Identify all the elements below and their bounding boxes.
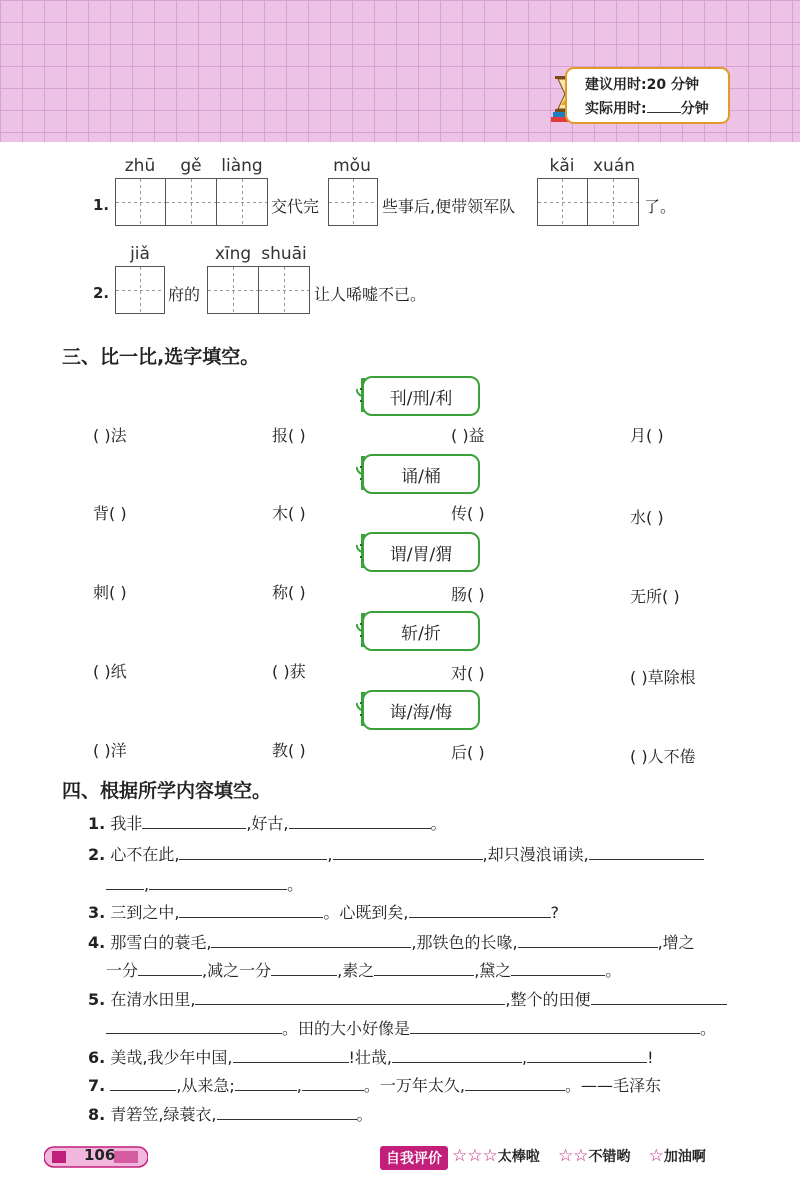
choice-box: 诲/海/悔 <box>362 690 480 730</box>
fill-item[interactable]: ( )草除根 <box>630 668 696 687</box>
line-text: ? <box>550 903 559 922</box>
rating-good-label: 不错哟 <box>588 1149 631 1165</box>
rating-great-label: 太棒啦 <box>497 1149 540 1165</box>
answer-blank[interactable] <box>527 1048 647 1063</box>
fill-item[interactable]: ( )法 <box>93 426 127 445</box>
line-text: ,好古, <box>246 814 289 833</box>
fill-line-4-cont <box>106 958 621 981</box>
question-number: 1. <box>88 814 106 833</box>
answer-blank[interactable] <box>149 875 287 890</box>
star-icon[interactable]: ☆ <box>557 1146 574 1166</box>
fill-item[interactable]: ( )洋 <box>93 741 127 760</box>
actual-time-line <box>585 98 709 118</box>
question-number: 4. <box>88 933 106 952</box>
question-text: 交代完 <box>271 197 320 216</box>
answer-blank[interactable] <box>410 1019 700 1034</box>
answer-blank[interactable] <box>142 814 246 829</box>
question-number: 2. <box>93 284 110 302</box>
answer-blank[interactable] <box>518 933 658 948</box>
character-box[interactable] <box>328 178 378 226</box>
star-icon[interactable]: ☆ <box>467 1146 483 1166</box>
answer-blank[interactable] <box>289 814 431 829</box>
fill-item[interactable]: ( )人不倦 <box>630 747 696 766</box>
answer-blank[interactable] <box>138 961 202 976</box>
question-text: 些事后,便带领军队 <box>382 197 516 216</box>
section-4-title: 四、根据所学内容填空。 <box>62 780 272 802</box>
section-3-title: 三、比一比,选字填空。 <box>62 346 260 368</box>
fill-item[interactable]: 传( ) <box>451 504 485 523</box>
question-number: 8. <box>88 1105 106 1124</box>
self-eval-ratings <box>452 1146 706 1166</box>
answer-blank[interactable] <box>211 933 411 948</box>
fill-item[interactable]: 无所( ) <box>630 587 680 606</box>
line-text: 。 <box>430 814 447 833</box>
fill-item[interactable]: 月( ) <box>630 426 664 445</box>
fill-line-5-cont <box>106 1016 716 1039</box>
fill-line-2-cont <box>106 872 303 895</box>
question-number: 7. <box>88 1076 106 1095</box>
fill-line-4 <box>88 930 695 953</box>
line-text: 。 <box>287 875 304 894</box>
star-icon[interactable]: ☆ <box>573 1146 589 1166</box>
fill-item[interactable]: 后( ) <box>451 743 485 762</box>
answer-blank[interactable] <box>374 961 474 976</box>
answer-blank[interactable] <box>271 961 337 976</box>
choice-box: 诵/桶 <box>362 454 480 494</box>
question-text: 让人唏嘘不已。 <box>314 285 427 304</box>
line-text: 三到之中, <box>110 903 180 922</box>
line-text: 一分 <box>106 961 139 980</box>
choice-box: 谓/胃/猬 <box>362 532 480 572</box>
answer-blank[interactable] <box>106 1019 282 1034</box>
fill-item[interactable]: 报( ) <box>272 426 306 445</box>
fill-line-8 <box>88 1102 373 1125</box>
line-text: 。 <box>356 1105 373 1124</box>
answer-blank[interactable] <box>392 1048 522 1063</box>
answer-blank[interactable] <box>591 990 727 1005</box>
fill-item[interactable]: 刺( ) <box>93 583 127 602</box>
pinyin-label: kǎi <box>549 156 575 176</box>
actual-time-label: 实际用时: <box>585 101 647 117</box>
time-box <box>565 67 730 124</box>
fill-item[interactable]: 肠( ) <box>451 585 485 604</box>
fill-item[interactable]: 对( ) <box>451 664 485 683</box>
answer-blank[interactable] <box>110 1076 176 1091</box>
character-box[interactable] <box>537 178 588 226</box>
line-text: 。——毛泽东 <box>564 1076 661 1095</box>
character-box[interactable] <box>115 266 165 314</box>
pinyin-label: liàng <box>221 156 263 176</box>
line-text: !壮哉, <box>348 1048 393 1067</box>
question-number: 6. <box>88 1048 106 1067</box>
fill-item[interactable]: ( )纸 <box>93 662 127 681</box>
star-icon[interactable]: ☆ <box>482 1146 498 1166</box>
fill-item[interactable]: 木( ) <box>272 504 306 523</box>
pinyin-label: xuán <box>592 156 636 176</box>
line-text: 那雪白的蓑毛, <box>110 933 212 952</box>
answer-blank[interactable] <box>217 1105 357 1120</box>
pinyin-label: shuāi <box>261 244 307 264</box>
line-text: 青箬笠,绿蓑衣, <box>110 1105 217 1124</box>
line-text: ! <box>647 1048 654 1067</box>
star-icon[interactable]: ☆ <box>452 1146 468 1166</box>
line-text: 美哉,我少年中国, <box>110 1048 233 1067</box>
question-number: 5. <box>88 990 106 1009</box>
fill-item[interactable]: 称( ) <box>272 583 306 602</box>
actual-time-unit: 分钟 <box>680 101 709 117</box>
answer-blank[interactable] <box>511 961 605 976</box>
question-number: 3. <box>88 903 106 922</box>
character-box[interactable] <box>115 178 166 226</box>
line-text: , <box>522 1048 528 1067</box>
line-text: ,却只漫浪诵读, <box>482 845 589 864</box>
line-text: 心不在此, <box>110 845 180 864</box>
rating-try-label: 加油啊 <box>663 1149 706 1165</box>
answer-blank[interactable] <box>589 845 704 860</box>
character-box[interactable] <box>587 178 639 226</box>
line-text: ,那铁色的长喙, <box>411 933 518 952</box>
answer-blank[interactable] <box>179 845 327 860</box>
question-text: 府的 <box>168 285 201 304</box>
fill-line-2 <box>88 842 704 865</box>
line-text: 。田的大小好像是 <box>282 1019 411 1038</box>
answer-blank[interactable] <box>465 1076 565 1091</box>
line-text: 。 <box>605 961 622 980</box>
choice-box: 刊/刑/利 <box>362 376 480 416</box>
answer-blank[interactable] <box>235 1076 297 1091</box>
character-box[interactable] <box>216 178 268 226</box>
question-number: 1. <box>93 196 110 214</box>
pinyin-label: zhū <box>124 156 156 176</box>
answer-blank[interactable] <box>302 1076 364 1091</box>
line-text: , <box>144 875 150 894</box>
character-box[interactable] <box>258 266 310 314</box>
fill-line-5 <box>88 987 727 1010</box>
answer-blank[interactable] <box>106 875 144 890</box>
actual-time-blank[interactable] <box>647 98 681 113</box>
fill-line-6 <box>88 1045 654 1068</box>
fill-item[interactable]: 教( ) <box>272 741 306 760</box>
line-text: , <box>296 1076 302 1095</box>
pinyin-label: jiǎ <box>130 244 150 264</box>
answer-blank[interactable] <box>333 845 483 860</box>
page-number: 106 <box>84 1146 116 1164</box>
answer-blank[interactable] <box>179 903 323 918</box>
line-text: ,素之 <box>337 961 375 980</box>
fill-item[interactable]: ( )获 <box>272 662 306 681</box>
answer-blank[interactable] <box>195 990 505 1005</box>
line-text: 我非 <box>110 814 143 833</box>
fill-line-1 <box>88 811 447 834</box>
answer-blank[interactable] <box>233 1048 349 1063</box>
line-text: ,整个的田便 <box>505 990 591 1009</box>
pinyin-label: mǒu <box>333 156 371 176</box>
line-text: 。一万年太久, <box>363 1076 465 1095</box>
line-text: ,减之一分 <box>202 961 272 980</box>
line-text: 。心既到矣, <box>323 903 409 922</box>
fill-line-7 <box>88 1073 661 1096</box>
self-eval-label: 自我评价 <box>380 1146 448 1170</box>
line-text: ,黛之 <box>474 961 512 980</box>
line-text: , <box>327 845 333 864</box>
line-text: 。 <box>700 1019 717 1038</box>
character-box[interactable] <box>207 266 259 314</box>
star-icon[interactable]: ☆ <box>648 1146 664 1166</box>
question-number: 2. <box>88 845 106 864</box>
line-text: ,从来急; <box>176 1076 235 1095</box>
fill-line-3 <box>88 900 559 923</box>
suggested-time-label: 建议用时:20 分钟 <box>585 77 699 93</box>
question-text: 了。 <box>644 197 677 216</box>
line-text: ,增之 <box>657 933 695 952</box>
fill-item[interactable]: 背( ) <box>93 504 127 523</box>
pinyin-label: xīng <box>214 244 252 264</box>
fill-item[interactable]: ( )益 <box>451 426 485 445</box>
choice-box: 斩/折 <box>362 611 480 651</box>
pinyin-label: gě <box>180 156 202 176</box>
character-box[interactable] <box>165 178 217 226</box>
answer-blank[interactable] <box>409 903 551 918</box>
line-text: 在清水田里, <box>110 990 196 1009</box>
fill-item[interactable]: 水( ) <box>630 508 664 527</box>
